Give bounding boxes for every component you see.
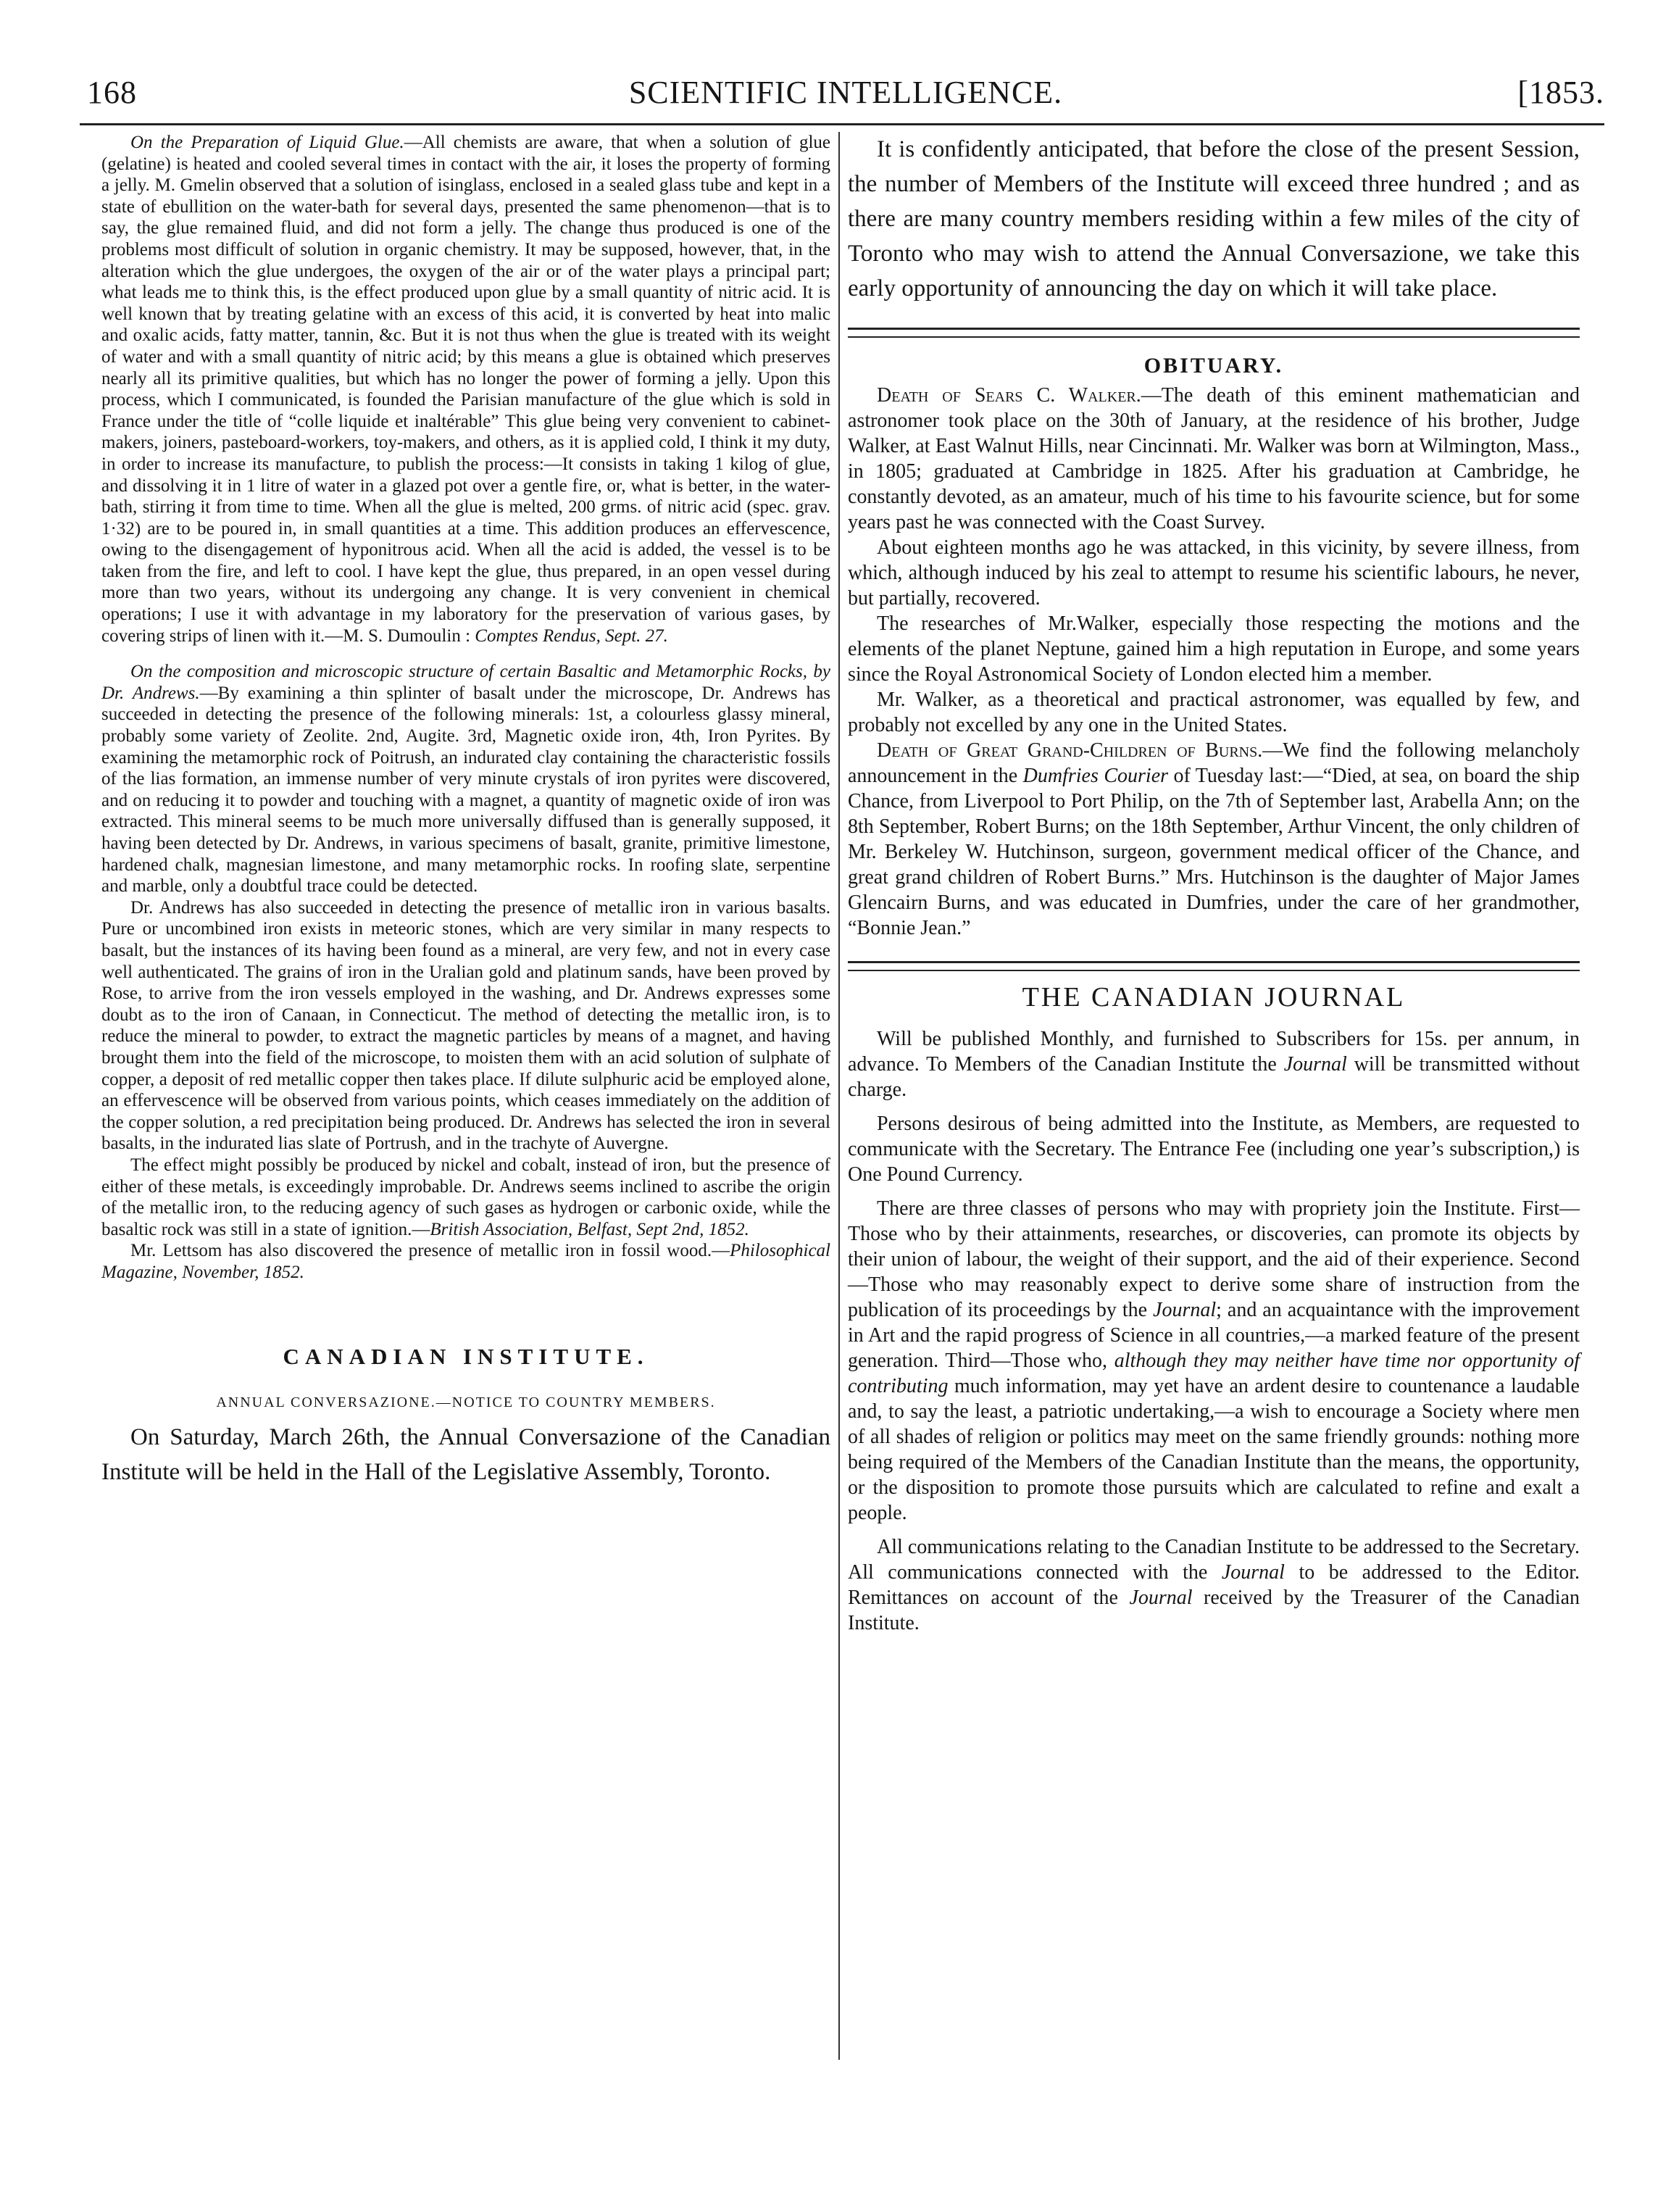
basalt-article-source: British Association, Belfast, Sept 2nd, 1852. (430, 1219, 749, 1239)
header-rule (80, 123, 1604, 125)
journal-p1-b: will be transmitted without charge. (848, 1053, 1580, 1101)
lettsom-text: Mr. Lettsom has also discovered the presence of metallic iron in fossil wood.— (130, 1241, 730, 1261)
running-title: SCIENTIFIC INTELLIGENCE. (628, 75, 1063, 110)
burns-lead: Death of Great Grand-Children of Burns. (877, 739, 1263, 762)
basalt-article-title: On the composition and microscopic structure of certain Basaltic and Metamorphic Rocks, by Dr. Andrews. (101, 662, 830, 703)
conversazione-paragraph: On Saturday, March 26th, the Annual Conversazione of the Canadian Institute will be held in the Hall of the Legislative Assembly, Toronto. (101, 1424, 830, 1486)
column-divider (838, 132, 840, 2060)
glue-article-source: Comptes Rendus, Sept. 27. (475, 625, 668, 646)
journal-p3-c: much information, may yet have an ardent desire to countenance a laudable and, to say the least, a patriotic undertaking,—a wish to encourage a Society where men of all shades of religion or politics may meet on the same friendly grounds: nothing more being required of the Members of the Canadian Institute than the means, the opportunity, or the disposition to promote those pursuits which are calculated to refine and exalt a people. (848, 1375, 1580, 1524)
journal-word: Journal (1129, 1587, 1193, 1609)
glue-article-body: —All chemists are aware, that when a solution of glue (gelatine) is heated and cooled several times in contact with the air, it loses the property of forming a jelly. M. Gmelin observed that a solution of isinglass, enclosed in a sealed glass tube and kept in a state of ebullition on the water-bath for several days, presented the same phenomenon—that is to say, the glue remained fluid, and did not form a jelly. The change thus produced is one of the problems most difficult of solution in organic chemistry. It may be supposed, however, that, in the alteration which the glue undergoes, the oxygen of the air or of the water plays a principal part; what leads me to think this, is the effect produced upon glue by a small quantity of nitric acid. It is well known that by treating gelatine with an excess of this acid, it is converted by heat into malic and oxalic acids, fatty matter, tannin, &c. But it is not thus when the glue is treated with its weight of water and with a small quantity of nitric acid; by this means a glue is obtained which preserves nearly all its primitive qualities, but which has no longer the power of forming a jelly. Upon this process, which I communicated, is founded the Parisian manufacture of the glue which is sold in France under the title of “colle liquide et inaltérable” This glue being very convenient to cabinet-makers, joiners, pasteboard-workers, toy-makers, and others, as it is applied cold, I think it my duty, in order to increase its manufacture, to publish the process:—It consists in taking 1 kilog of glue, and dissolving it in 1 litre of water in a glazed pot over a gentle fire, or, what is better, in the water-bath, stirring it from time to time. When all the glue is melted, 200 grms. of nitric acid (spec. grav. 1·32) are to be poured in, in small quantities at a time. This addition produces an effervescence, owing to the disengagement of hyponitrous acid. When all the acid is added, the vessel is to be taken from the fire, and left to cool. I have kept the glue, thus prepared, in an open vessel during more than two years, without its undergoing any change. It is very convenient in chemical operations; I use it with advantage in my laboratory for the preservation of various gases, by covering strips of linen with it.—M. S. Dumoulin : (101, 133, 830, 646)
journal-paragraph-1 (848, 1026, 1580, 1102)
section-rule-2 (848, 961, 1580, 971)
walker-paragraph-2: About eighteen months ago he was attacked, in this vicinity, by severe illness, from which, although induced by his zeal to attempt to resume his scientific labours, he never, but partially, recovered. (848, 536, 1580, 610)
conversazione-subheading: ANNUAL CONVERSAZIONE.—NOTICE TO COUNTRY MEMBERS. (216, 1394, 716, 1411)
right-column (848, 132, 1580, 1636)
burns-text-a: —We find the following melancholy announcement in the (848, 739, 1580, 787)
basalt-paragraph-3 (101, 1155, 830, 1240)
walker-text: —The death of this eminent mathematician and astronomer took place on the 30th of January, at the residence of his brother, Judge Walker, at East Walnut Hills, near Cincinnati. Mr. Walker was born at Wilmington, Mass., in 1805; graduated at Cambridge in 1825. After his graduation at Cambridge, he constantly devoted, as an amateur, much of his time to his favourite science, but for some years past he was connected with the Coast Survey. (848, 384, 1580, 533)
walker-lead: Death of Sears C. Walker. (877, 384, 1141, 407)
journal-p4-a: All communications relating to the Canadian Institute to be addressed to the Secretary. All communications connected with the (848, 1536, 1580, 1584)
section-rule (848, 328, 1580, 338)
basalt-article-body: —By examining a thin splinter of basalt under the microscope, Dr. Andrews has succeeded in detecting the presence of the following minerals: 1st, a colourless glassy mineral, probably some variety of Zeolite. 2nd, Augite. 3rd, Magnetic oxide iron, 4th, Iron Pyrites. By examining the metamorphic rock of Poitrush, an indurated clay containing the characteristic fossils of the lias formation, an immense number of very minute crystals of iron pyrites were discovered, and on reducing it to powder and touching with a magnet, a quantity of magnetic oxide of iron was extracted. This mineral seems to be much more universally diffused than is generally supposed, it having been detected by Dr. Andrews, in various specimens of basalt, granite, primitive limestone, hardened chalk, magnesian limestone, and many metamorphic rocks. In roofing slate, serpentine and marble, only a doubtful trace could be detected. (101, 683, 830, 897)
journal-paragraph-3 (848, 1196, 1580, 1526)
walker-paragraph-4: Mr. Walker, as a theoretical and practical astronomer, was equalled by few, and probably not excelled by any one in the United States. (848, 689, 1580, 736)
journal-p3-a: There are three classes of persons who may with propriety join the Institute. First—Those who by their attainments, researches, or discoveries, can promote its objects by their union of labour, the weight of their support, and the aid of their experience. Second—Those who may reasonably expect to derive some share of instruction from the publication of its proceedings by the (848, 1197, 1580, 1321)
basalt-paragraph-3-text: The effect might possibly be produced by nickel and cobalt, instead of iron, but the presence of either of these metals, is exceedingly improbable. Dr. Andrews seems inclined to ascribe the origin of the metallic iron, to the reducing agency of such gases as hydrogen or carbonic oxide, while the basaltic rock was still in a state of ignition.— (101, 1155, 830, 1239)
left-column (101, 132, 830, 1489)
journal-p4-b: to be addressed to the Editor. Remittances on account of the (848, 1561, 1580, 1609)
journal-p3-b: ; and an acquaintance with the improvement in Art and the rapid progress of Science in all countries,—a marked feature of the present generation. Third—Those who, (848, 1299, 1580, 1372)
journal-word: Journal (1221, 1561, 1285, 1584)
journal-paragraph-2: Persons desirous of being admitted into the Institute, as Members, are requested to communicate with the Secretary. The Entrance Fee (including one year’s subscription,) is One Pound Currency. (848, 1113, 1580, 1186)
burns-obituary (848, 738, 1580, 941)
glue-article (101, 132, 830, 646)
lettsom-source: Philosophical Magazine, November, 1852. (101, 1241, 830, 1282)
burns-text-b: of Tuesday last:—“Died, at sea, on board the ship Chance, from Liverpool to Port Philip, on the 7th of September last, Arabella Ann; on the 8th September, Robert Burns; on the 18th September, Arthur Vincent, the only children of Mr. Berkeley W. Hutchinson, surgeon, government medical officer of the Chance, and great grand children of Robert Burns.” Mrs. Hutchinson is the daughter of Major James Glencairn Burns, and was educated in Dumfries, under the care of her grandmother, “Bonnie Jean.” (848, 765, 1580, 939)
obituary-heading: OBITUARY. (1143, 354, 1284, 378)
journal-word: Journal (1153, 1299, 1217, 1321)
basalt-article (101, 661, 830, 897)
journal-p1-a: Will be published Monthly, and furnished to Subscribers for 15s. per annum, in advance. To Members of the Canadian Institute the (848, 1028, 1580, 1076)
burns-newspaper: Dumfries Courier (1022, 765, 1169, 787)
lettsom-paragraph (101, 1240, 830, 1283)
running-head (87, 74, 1604, 117)
page-number: 168 (87, 75, 137, 110)
volume-year: [1853. (1517, 75, 1604, 110)
glue-article-title: On the Preparation of Liquid Glue. (130, 133, 404, 152)
conversazione-continued: It is confidently anticipated, that before the close of the present Session, the number of Members of the Institute will exceed three hundred ; and as there are many country members residing within a few miles of the city of Toronto who may wish to attend the Annual Conversazione, we take this early opportunity of announcing the day on which it will take place. (848, 136, 1580, 302)
walker-obituary (848, 383, 1580, 535)
canadian-institute-heading: CANADIAN INSTITUTE. (283, 1344, 649, 1370)
journal-paragraph-4 (848, 1534, 1580, 1636)
basalt-paragraph-2: Dr. Andrews has also succeeded in detecting the presence of metallic iron in various basalts. Pure or uncombined iron exists in meteoric stones, which are very similar in many respects to basalt, but the instances of its having been found as a mineral, are very few, and not in every case well authenticated. The grains of iron in the Uralian gold and platinum sands, have been proved by Rose, to arrive from the iron vessels employed in the washing, and Dr. Andrews expresses some doubt as to the iron of Canaan, in Connecticut. The method of detecting the metallic iron, is to reduce the mineral to powder, to extract the magnetic particles by means of a magnet, and having brought them into the field of the microscope, to moisten them with an acid solution of sulphate of copper, a deposit of red metallic copper then takes place. If dilute sulphuric acid be employed alone, an effervescence will be observed from various points, which ceases immediately on the addition of the copper solution, a red precipitation being produced. Dr. Andrews has selected the iron in several basalts, in the indurated lias slate of Portrush, and in the trachyte of Auvergne. (101, 897, 830, 1154)
walker-paragraph-3: The researches of Mr.Walker, especially those respecting the motions and the elements of the planet Neptune, gained him a high reputation in Europe, and some years since the Royal Astronomical Society of London elected him a member. (848, 612, 1580, 686)
journal-p3-italic: although they may neither have time nor opportunity of contributing (848, 1350, 1580, 1397)
journal-word: Journal (1283, 1053, 1347, 1076)
canadian-journal-heading: THE CANADIAN JOURNAL (1022, 982, 1406, 1013)
journal-p4-c: received by the Treasurer of the Canadian Institute. (848, 1587, 1580, 1634)
